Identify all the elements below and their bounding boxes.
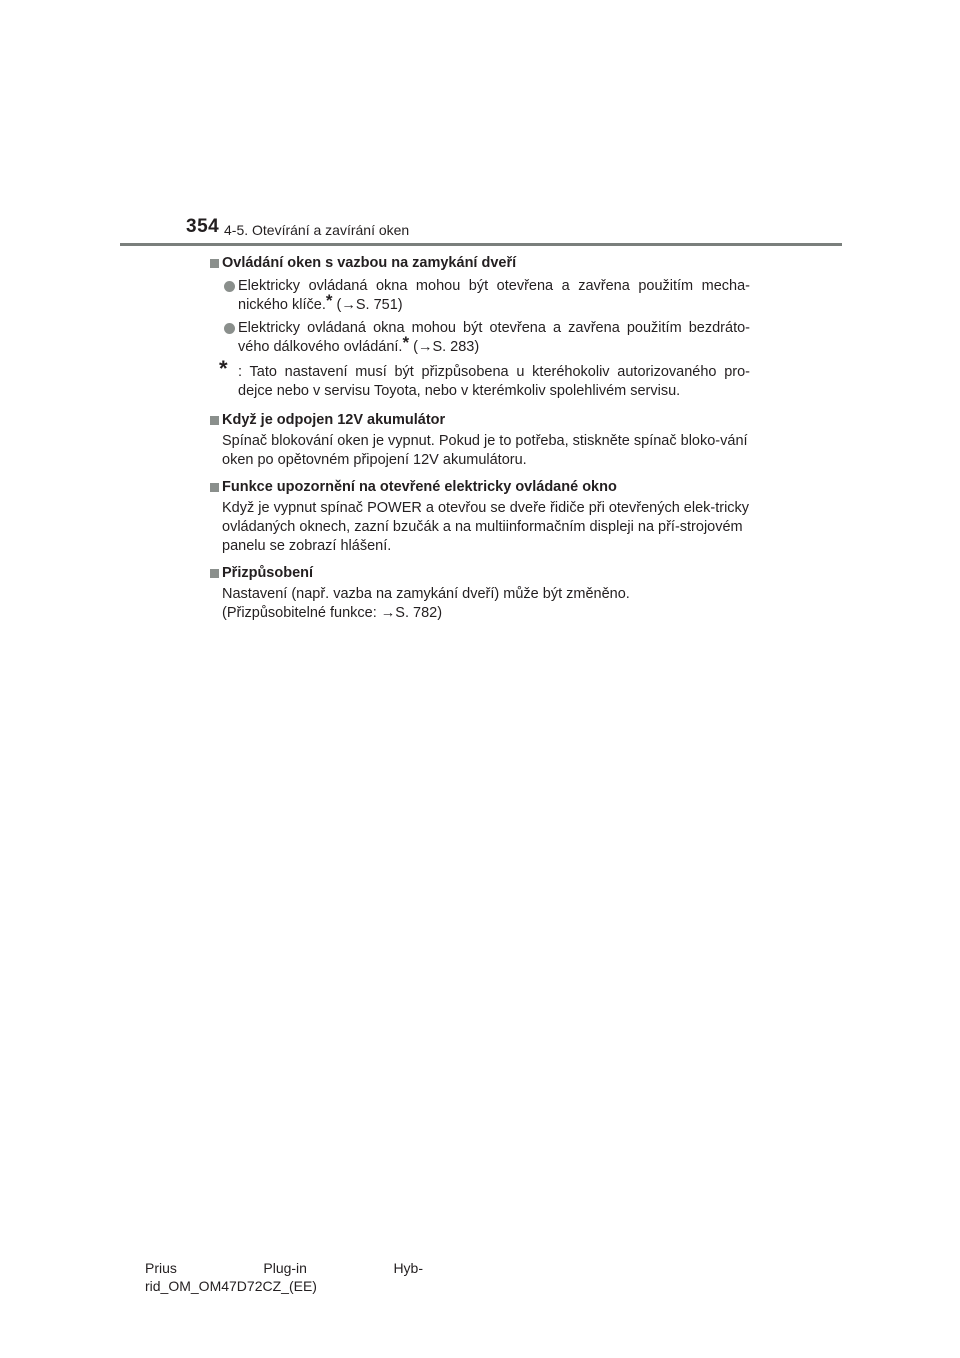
footnote-star: * bbox=[219, 356, 228, 381]
section-body: Nastavení (např. vazba na zamykání dveří) může být změněno. bbox=[222, 586, 630, 602]
page-reference: (→S. 283) bbox=[409, 339, 480, 355]
page-header bbox=[186, 216, 846, 246]
section-body: Když je vypnut spínač POWER a otevřou se dveře řidiče při otevřených elek-tricky ovládaných oknech, zazní bzučák a na multiinformačním displeji na pří-strojovém panelu se zobrazí hlášení. bbox=[222, 500, 750, 554]
section-body: (Přizpůsobitelné funkce: →S. 782) bbox=[222, 605, 443, 621]
page-reference: (→S. 751) bbox=[332, 297, 403, 313]
square-bullet-icon bbox=[210, 259, 219, 268]
footnote bbox=[210, 356, 750, 401]
square-bullet-icon bbox=[210, 416, 219, 425]
page-number: 354 bbox=[186, 216, 220, 237]
square-bullet-icon bbox=[210, 569, 219, 578]
footnote-text: : Tato nastavení musí být přizpůsobena u kteréhokoliv autorizovaného pro-dejce nebo v servisu Toyota, nebo v kterémkoliv spolehlivém servisu. bbox=[238, 364, 750, 399]
list-item bbox=[210, 319, 750, 357]
footnote-star: * bbox=[325, 291, 333, 310]
footer-text: Plug-in bbox=[263, 1260, 307, 1276]
page-footer bbox=[145, 1259, 465, 1295]
list-item bbox=[210, 277, 750, 315]
circle-bullet-icon bbox=[224, 323, 235, 334]
footer-text: rid_OM_OM47D72CZ_(EE) bbox=[145, 1278, 317, 1294]
section-heading bbox=[210, 478, 750, 497]
footer-text: Hyb- bbox=[393, 1260, 423, 1276]
page-content bbox=[210, 254, 750, 623]
footer-text: Prius bbox=[145, 1260, 177, 1276]
section-heading bbox=[210, 411, 750, 430]
footer-line bbox=[145, 1259, 423, 1277]
heading-text: Přizpůsobení bbox=[222, 565, 314, 581]
header-divider bbox=[120, 243, 842, 246]
heading-text: Ovládání oken s vazbou na zamykání dveří bbox=[222, 255, 517, 271]
footnote-star: * bbox=[402, 333, 410, 352]
section-body: Spínač blokování oken je vypnut. Pokud je to potřeba, stiskněte spínač bloko-vání oken po opětovném připojení 12V akumulátoru. bbox=[222, 433, 748, 468]
bullet-text: Elektricky ovládaná okna mohou být otevřena a zavřena použitím mecha-nického klíče. bbox=[238, 278, 750, 313]
square-bullet-icon bbox=[210, 483, 219, 492]
heading-text: Když je odpojen 12V akumulátor bbox=[222, 412, 446, 428]
bullet-text: Elektricky ovládaná okna mohou být otevřena a zavřena použitím bezdráto-vého dálkového ovládání. bbox=[238, 320, 750, 355]
section-heading bbox=[210, 254, 750, 273]
section-title: 4-5. Otevírání a zavírání oken bbox=[224, 222, 410, 238]
section-heading bbox=[210, 564, 750, 583]
heading-text: Funkce upozornění na otevřené elektricky ovládané okno bbox=[222, 479, 617, 495]
circle-bullet-icon bbox=[224, 281, 235, 292]
